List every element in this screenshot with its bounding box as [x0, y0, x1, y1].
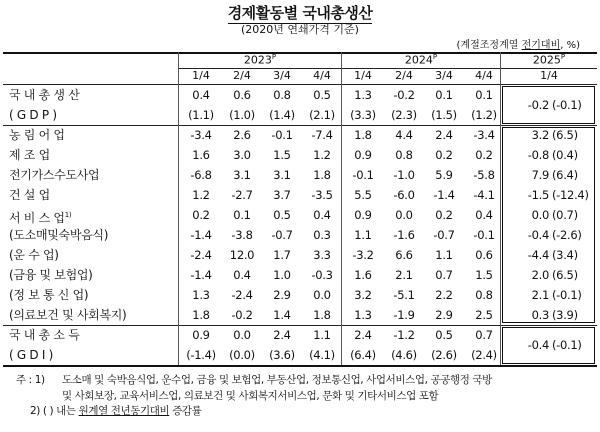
- cell-2025-q1-yoy: (-0.1): [552, 98, 582, 112]
- table-cell: 2.9: [435, 308, 453, 322]
- table-cell: 1.8: [192, 308, 210, 322]
- cell-2025-q1-yoy: (6.4): [552, 168, 578, 182]
- row-label: 농 림 어 업: [9, 128, 65, 142]
- table-cell: -3.4: [473, 128, 495, 142]
- row-label: 국 내 총 소 득: [9, 328, 80, 342]
- row-label: (의료보건 및 사회복지): [9, 308, 127, 322]
- cell-2025-q1: 0.3: [531, 308, 549, 322]
- cell-2025-q1: -0.4: [527, 338, 549, 352]
- table-cell: -2.7: [231, 188, 253, 202]
- table-cell: 3.1: [273, 168, 291, 182]
- table-cell: 1.4: [273, 308, 291, 322]
- cell-2025-q1: -0.4: [527, 228, 549, 242]
- table-cell: 2.4: [435, 128, 453, 142]
- cell-2025-q1-yoy: (-2.6): [552, 228, 582, 242]
- table-cell: 3.1: [233, 168, 251, 182]
- table-cell: 5.9: [435, 168, 453, 182]
- table-cell: (1.2): [471, 108, 497, 122]
- table-cell: -0.2: [393, 88, 415, 102]
- table-cell: 4.4: [395, 128, 413, 142]
- cell-2025-q1-yoy: (0.4): [552, 148, 578, 162]
- cell-2025-q1: 7.9: [531, 168, 549, 182]
- table-cell: 1.0: [273, 268, 291, 282]
- table-cell: 0.2: [435, 208, 453, 222]
- row-label: 제 조 업: [9, 148, 50, 162]
- table-cell: -1.0: [393, 168, 415, 182]
- table-cell: 1.6: [354, 268, 372, 282]
- table-cell: -1.9: [393, 308, 415, 322]
- table-cell: 0.4: [192, 88, 210, 102]
- table-cell: -7.4: [311, 128, 333, 142]
- year-header: $2025^P$: [532, 53, 566, 67]
- table-cell: 2.4: [273, 328, 291, 342]
- table-cell: 0.1: [435, 88, 453, 102]
- table-cell: 2.5: [475, 308, 493, 322]
- row-label: (금융 및 보험업): [9, 268, 93, 282]
- quarter-header: 1/4: [354, 69, 372, 82]
- row-label: 건 설 업: [9, 188, 50, 202]
- table-cell: 0.4: [313, 208, 331, 222]
- row-label: 국 내 총 생 산: [9, 88, 80, 102]
- table-cell: 1.5: [475, 268, 493, 282]
- table-cell: -3.8: [231, 228, 253, 242]
- table-cell: (0.0): [229, 348, 255, 362]
- table-cell: 1.7: [273, 248, 291, 262]
- table-cell: 0.0: [233, 328, 251, 342]
- quarter-header: 2/4: [395, 69, 413, 82]
- table-cell: (2.1): [309, 108, 335, 122]
- quarter-header: 4/4: [475, 69, 493, 82]
- cell-2025-q1-yoy: (6.5): [552, 128, 578, 142]
- table-cell: -0.1: [271, 128, 293, 142]
- table-cell: 3.0: [233, 148, 251, 162]
- cell-2025-q1-yoy: (6.5): [552, 268, 578, 282]
- table-cell: (4.6): [391, 348, 417, 362]
- table-cell: -3.5: [311, 188, 333, 202]
- table-cell: (6.4): [350, 348, 376, 362]
- table-cell: -0.1: [473, 228, 495, 242]
- table-cell: 2.4: [354, 328, 372, 342]
- table-cell: -1.4: [190, 228, 212, 242]
- footnote-2: 2) ( ) 내는 원계열 전년동기대비 증감률: [30, 405, 202, 417]
- table-cell: 1.1: [313, 328, 331, 342]
- table-cell: 0.4: [233, 268, 251, 282]
- table-cell: -5.1: [393, 288, 415, 302]
- quarter-header: 1/4: [192, 69, 210, 82]
- table-cell: (1.4): [269, 108, 295, 122]
- table-cell: (1.5): [431, 108, 457, 122]
- cell-2025-q1: 3.2: [531, 128, 549, 142]
- row-label: (정 보 통 신 업): [9, 288, 89, 302]
- quarter-header: 3/4: [273, 69, 291, 82]
- quarter-header: 4/4: [313, 69, 331, 82]
- quarter-header: 3/4: [435, 69, 453, 82]
- table-cell: 0.6: [475, 248, 493, 262]
- table-cell: 0.8: [395, 148, 413, 162]
- table-cell: 1.3: [354, 308, 372, 322]
- table-cell: -0.1: [352, 168, 374, 182]
- table-cell: 1.1: [354, 228, 372, 242]
- table-cell: (1.1): [188, 108, 214, 122]
- table-cell: 0.7: [435, 268, 453, 282]
- table-cell: 3.2: [354, 288, 372, 302]
- table-cell: 3.3: [313, 248, 331, 262]
- table-cell: -2.4: [231, 288, 253, 302]
- table-cell: 0.8: [475, 288, 493, 302]
- table-cell: -1.6: [393, 228, 415, 242]
- table-cell: -4.1: [473, 188, 495, 202]
- row-label: ( G D I ): [9, 348, 53, 362]
- quarter-header: 2/4: [233, 69, 251, 82]
- cell-2025-q1: -0.8: [527, 148, 549, 162]
- table-cell: 1.1: [435, 248, 453, 262]
- row-label: (도소매및숙박음식): [9, 228, 109, 242]
- row-label: ( G D P ): [9, 108, 57, 122]
- cell-2025-q1: 0.0: [531, 208, 549, 222]
- table-cell: 1.8: [354, 128, 372, 142]
- table-cell: 0.1: [233, 208, 251, 222]
- cell-2025-q1-yoy: (3.4): [552, 248, 578, 262]
- cell-2025-q1-yoy: (3.9): [552, 308, 578, 322]
- table-cell: 12.0: [229, 248, 255, 262]
- footnotes: [16, 373, 596, 420]
- table-cell: 5.5: [354, 188, 372, 202]
- table-cell: 0.3: [313, 228, 331, 242]
- table-bottom-rule: [3, 365, 597, 367]
- table-cell: 1.8: [313, 168, 331, 182]
- row-label: (운 수 업): [9, 248, 59, 262]
- unit-note: (계절조정계열 전기대비, %): [456, 40, 580, 51]
- table-cell: (-1.4): [186, 348, 216, 362]
- gdp-table: [3, 52, 597, 362]
- table-cell: -1.2: [393, 328, 415, 342]
- table-cell: 0.5: [435, 328, 453, 342]
- table-cell: -2.4: [190, 248, 212, 262]
- table-cell: -6.8: [190, 168, 212, 182]
- table-cell: (2.4): [471, 348, 497, 362]
- footnote-1: 주 : 1) 도소매 및 숙박음식업, 운수업, 금융 및 보험업, 부동산업, 정보통신업, 사업서비스업, 공공행정 국방: [16, 374, 492, 386]
- table-cell: (3.3): [350, 108, 376, 122]
- table-cell: 0.9: [192, 328, 210, 342]
- table-cell: 0.8: [273, 88, 291, 102]
- table-cell: 0.6: [233, 88, 251, 102]
- cell-2025-q1-yoy: (0.7): [552, 208, 578, 222]
- table-cell: -6.0: [393, 188, 415, 202]
- table-cell: 1.3: [354, 88, 372, 102]
- table-cell: 1.6: [192, 148, 210, 162]
- table-cell: 0.0: [313, 288, 331, 302]
- table-cell: (3.6): [269, 348, 295, 362]
- box-2025-gdi: [502, 327, 595, 364]
- box-2025-gdp: [502, 86, 595, 124]
- table-cell: -0.7: [433, 228, 455, 242]
- cell-2025-q1: 2.1: [531, 288, 549, 302]
- table-cell: 0.9: [354, 148, 372, 162]
- quarter-header: 1/4: [540, 69, 558, 82]
- table-cell: -3.4: [190, 128, 212, 142]
- table-cell: 1.2: [192, 188, 210, 202]
- table-cell: -1.4: [433, 188, 455, 202]
- table-cell: 0.9: [354, 208, 372, 222]
- cell-2025-q1-yoy: (-0.1): [552, 288, 582, 302]
- table-cell: 0.4: [475, 208, 493, 222]
- table-cell: 2.1: [395, 268, 413, 282]
- table-cell: -0.3: [311, 268, 333, 282]
- table-cell: 0.2: [435, 148, 453, 162]
- table-cell: 1.8: [313, 308, 331, 322]
- table-cell: -1.4: [190, 268, 212, 282]
- cell-2025-q1-yoy: (-12.4): [552, 188, 589, 202]
- table-cell: -0.7: [271, 228, 293, 242]
- subtitle: (2020년 연쇄가격 기준): [241, 23, 359, 36]
- table-cell: (4.1): [309, 348, 335, 362]
- row-label: 전기가스수도사업: [9, 168, 100, 182]
- cell-2025-q1: -0.2: [527, 98, 549, 112]
- table-cell: -0.2: [231, 308, 253, 322]
- year-header: $2023^P$: [243, 53, 277, 67]
- year-header: $2024^P$: [404, 53, 438, 67]
- table-cell: 0.1: [475, 88, 493, 102]
- table-cell: (2.3): [391, 108, 417, 122]
- cell-2025-q1: -1.5: [527, 188, 549, 202]
- table-cell: 0.5: [273, 208, 291, 222]
- table-cell: 2.9: [273, 288, 291, 302]
- table-cell: 0.2: [475, 148, 493, 162]
- table-cell: 0.2: [192, 208, 210, 222]
- table-cell: 1.3: [192, 288, 210, 302]
- cell-2025-q1-yoy: (-0.1): [552, 338, 582, 352]
- cell-2025-q1: -4.4: [527, 248, 549, 262]
- table-cell: 0.5: [313, 88, 331, 102]
- table-cell: -3.2: [352, 248, 374, 262]
- table-cell: -5.8: [473, 168, 495, 182]
- row-label: 서 비 스 업$^{1)}$: [9, 211, 72, 225]
- table-cell: (1.0): [229, 108, 255, 122]
- table-cell: 2.6: [233, 128, 251, 142]
- box-2025-industries: [502, 127, 595, 323]
- footnote-1-cont: 및 사회보장, 교육서비스업, 의료보건 및 사회복지서비스업, 문화 및 기타서비스업 포함: [62, 389, 439, 402]
- table-cell: 6.6: [395, 248, 413, 262]
- label-divider: [178, 52, 179, 365]
- table-cell: 2.2: [435, 288, 453, 302]
- table-cell: (2.6): [431, 348, 457, 362]
- page-title: 경제활동별 국내총생산: [227, 4, 373, 22]
- cell-2025-q1: 2.0: [531, 268, 549, 282]
- table-cell: 3.7: [273, 188, 291, 202]
- table-cell: 0.0: [395, 208, 413, 222]
- table-cell: 1.2: [313, 148, 331, 162]
- table-cell: 1.5: [273, 148, 291, 162]
- table-cell: 0.7: [475, 328, 493, 342]
